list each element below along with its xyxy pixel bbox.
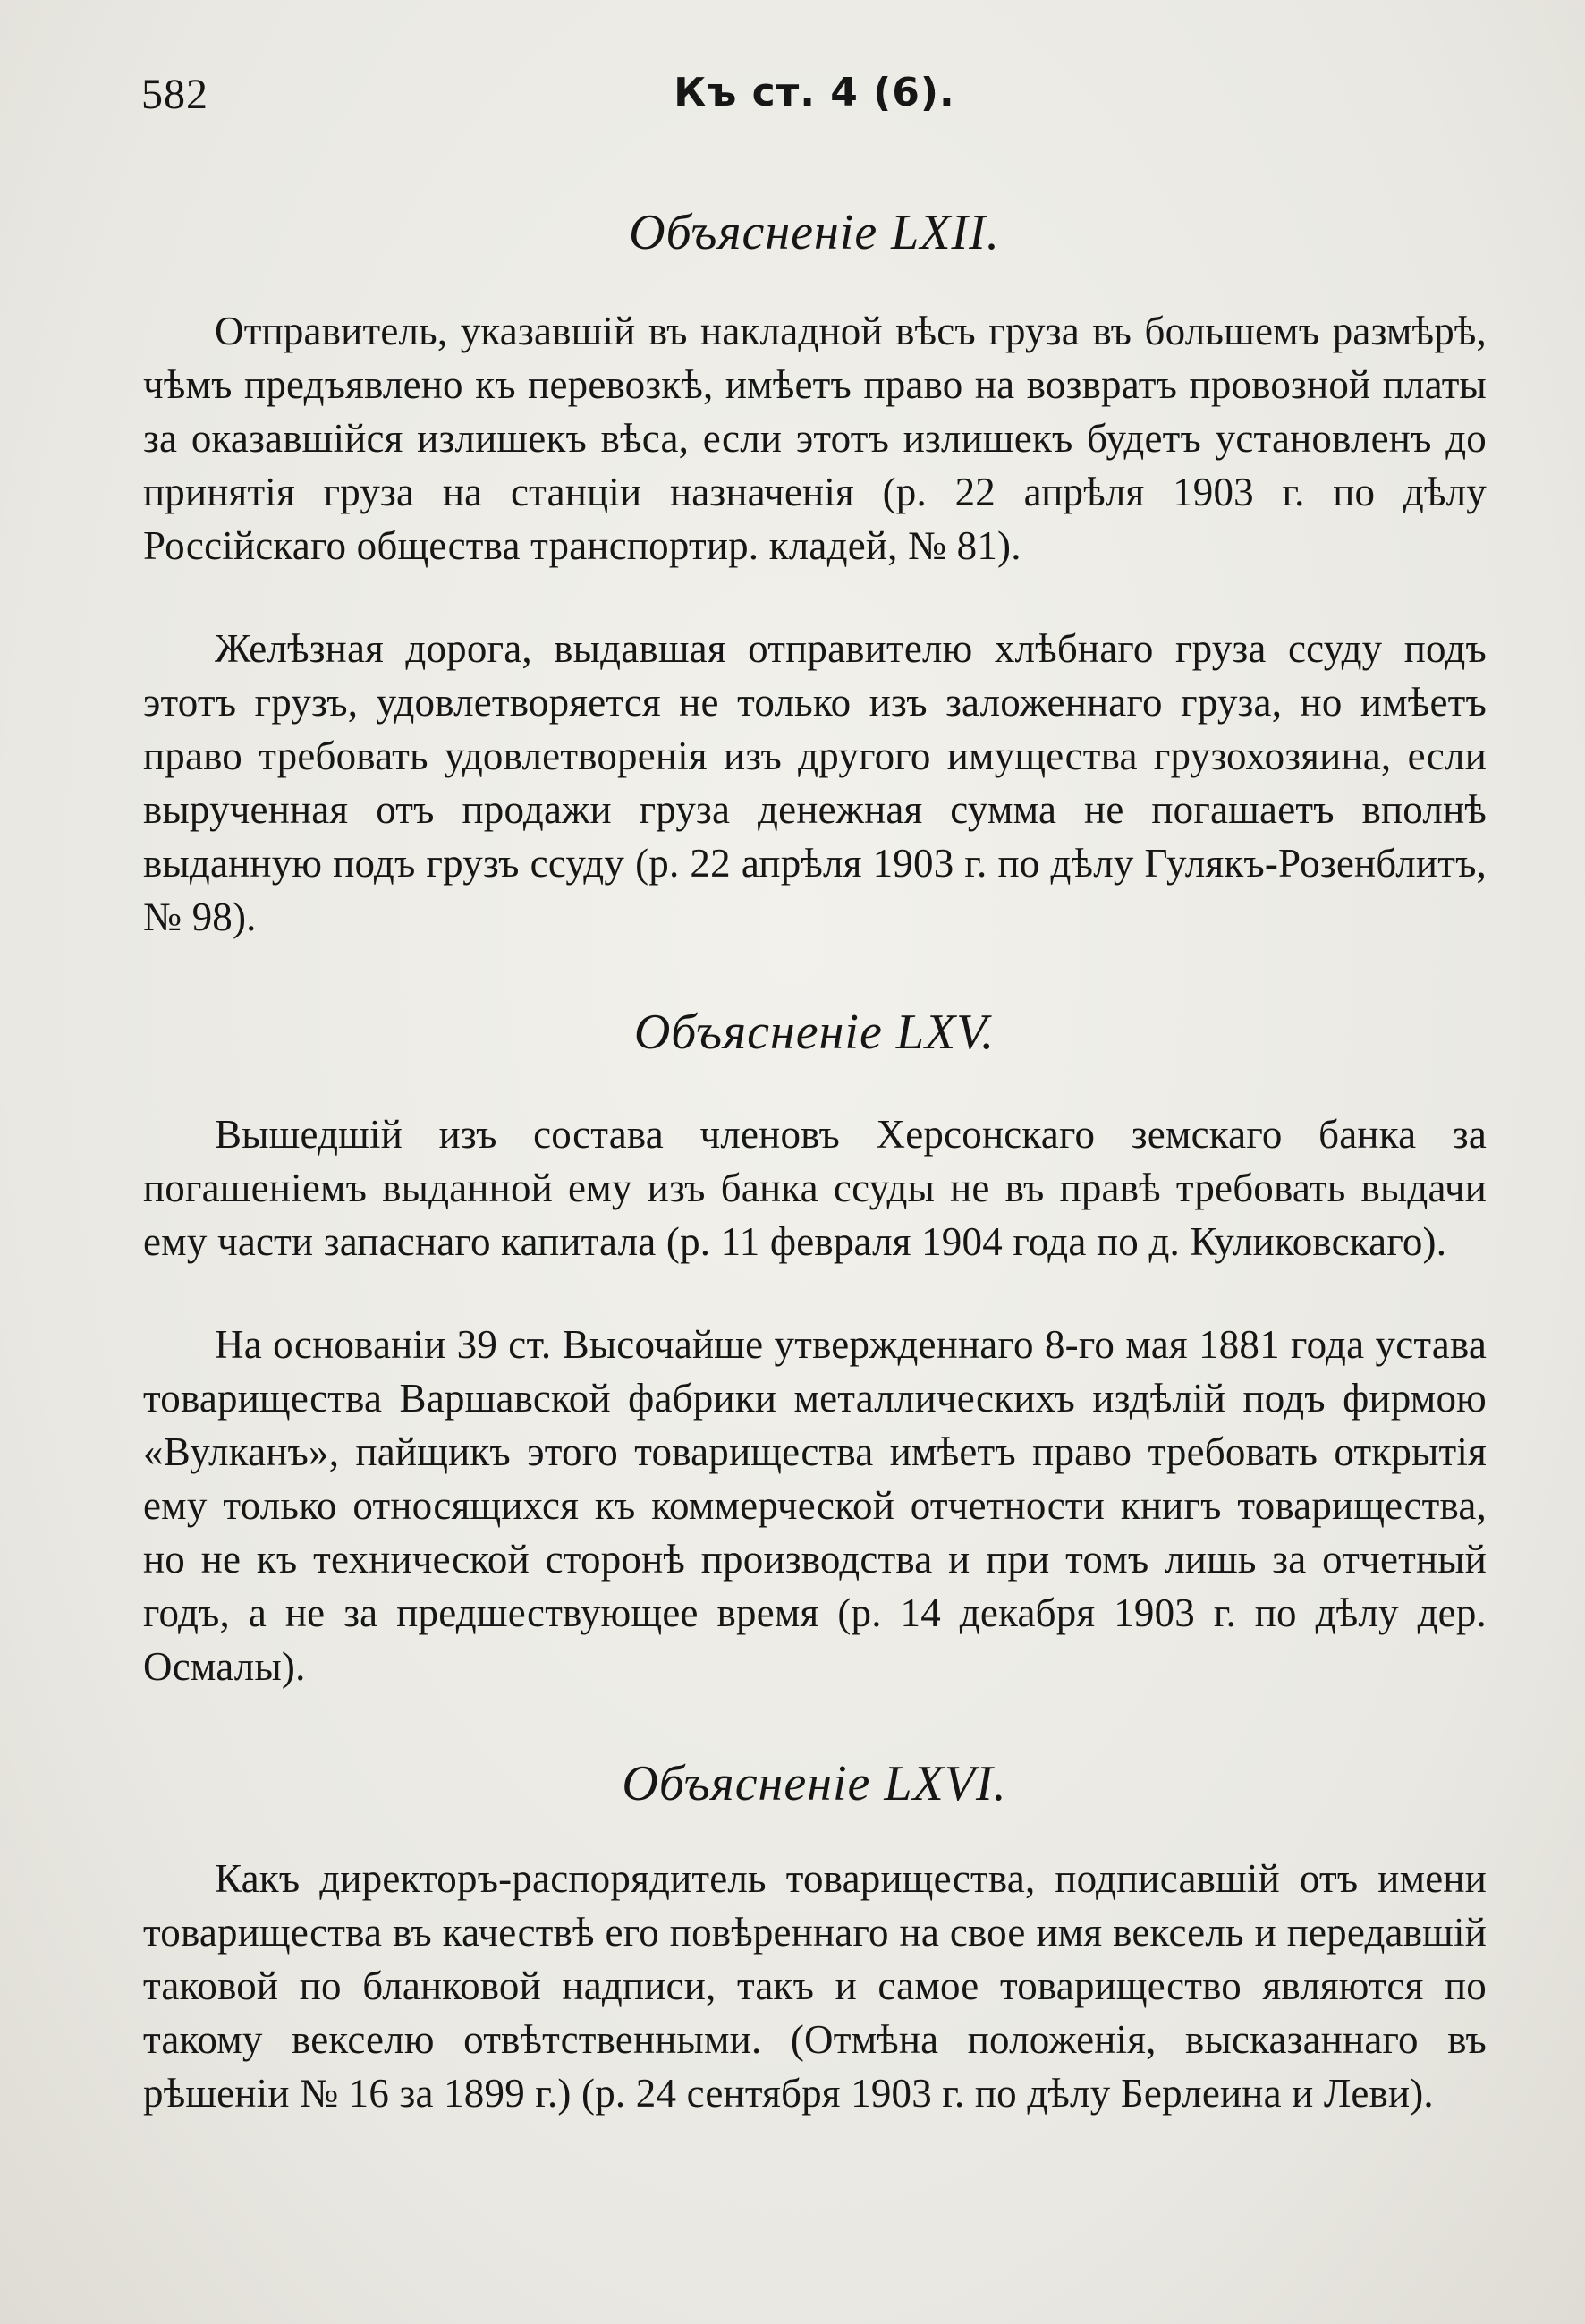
article-reference: Къ ст. 4 (6). bbox=[674, 70, 955, 115]
running-head bbox=[141, 70, 1488, 132]
paragraph-lxii-1: Отправитель, указавшій въ накладной вѣсъ груза въ большемъ размѣрѣ, чѣмъ предъявлено къ перевозкѣ, имѣетъ право на возвратъ провозной платы за оказавшійся излишекъ вѣса, если этотъ излишекъ будетъ установленъ до принятія груза на станціи назначенія (р. 22 апрѣля 1903 г. по дѣлу Россійскаго общества транспортир. кладей, № 81). bbox=[143, 309, 1487, 568]
paragraph-lxii-2: Желѣзная дорога, выдавшая отправителю хлѣбнаго груза ссуду подъ этотъ грузъ, удовлетворяется не только изъ заложеннаго груза, но имѣетъ право требовать удовлетворенія изъ другого имущества грузохозяина, если вырученная отъ продажи груза денежная сумма не погашаетъ вполнѣ выданную подъ грузъ ссуду (р. 22 апрѣля 1903 г. по дѣлу Гулякъ-Розенблитъ, № 98). bbox=[143, 626, 1487, 939]
paragraph-lxv-1: Вышедшій изъ состава членовъ Херсонскаго земскаго банка за погашеніемъ выданной ему изъ банка ссуды не въ правѣ требовать выдачи ему части запаснаго капитала (р. 11 февраля 1904 года по д. Куликовскаго). bbox=[143, 1112, 1487, 1264]
paragraph-lxvi-1: Какъ директоръ-распорядитель товарищества, подписавшій отъ имени товарищества въ качествѣ его повѣреннаго на свое имя вексель и передавшій таковой по бланковой надписи, такъ и самое товарищество являются по такому векселю отвѣтственными. (Отмѣна положенія, высказаннаго въ рѣшеніи № 16 за 1899 г.) (р. 24 сентября 1903 г. по дѣлу Берлеина и Леви). bbox=[143, 1856, 1487, 2116]
page-number: 582 bbox=[141, 71, 208, 118]
section-heading-lxii: Объясненіе LXII. bbox=[629, 205, 1000, 260]
section-heading-lxvi: Объясненіе LXVI. bbox=[622, 1756, 1007, 1811]
section-heading-lxv: Объясненіе LXV. bbox=[633, 1005, 996, 1060]
paragraph-lxv-2: На основаніи 39 ст. Высочайше утвержденнаго 8-го мая 1881 года устава товарищества Варшавской фабрики металлическихъ издѣлій подъ фирмою «Вулканъ», пайщикъ этого товарищества имѣетъ право требовать открытія ему только относящихся къ коммерческой отчетности книгъ товарищества, но не къ технической сторонѣ производства и при томъ лишь за отчетный годъ, а не за предшествующее время (р. 14 декабря 1903 г. по дѣлу дер. Осмалы). bbox=[143, 1322, 1487, 1689]
